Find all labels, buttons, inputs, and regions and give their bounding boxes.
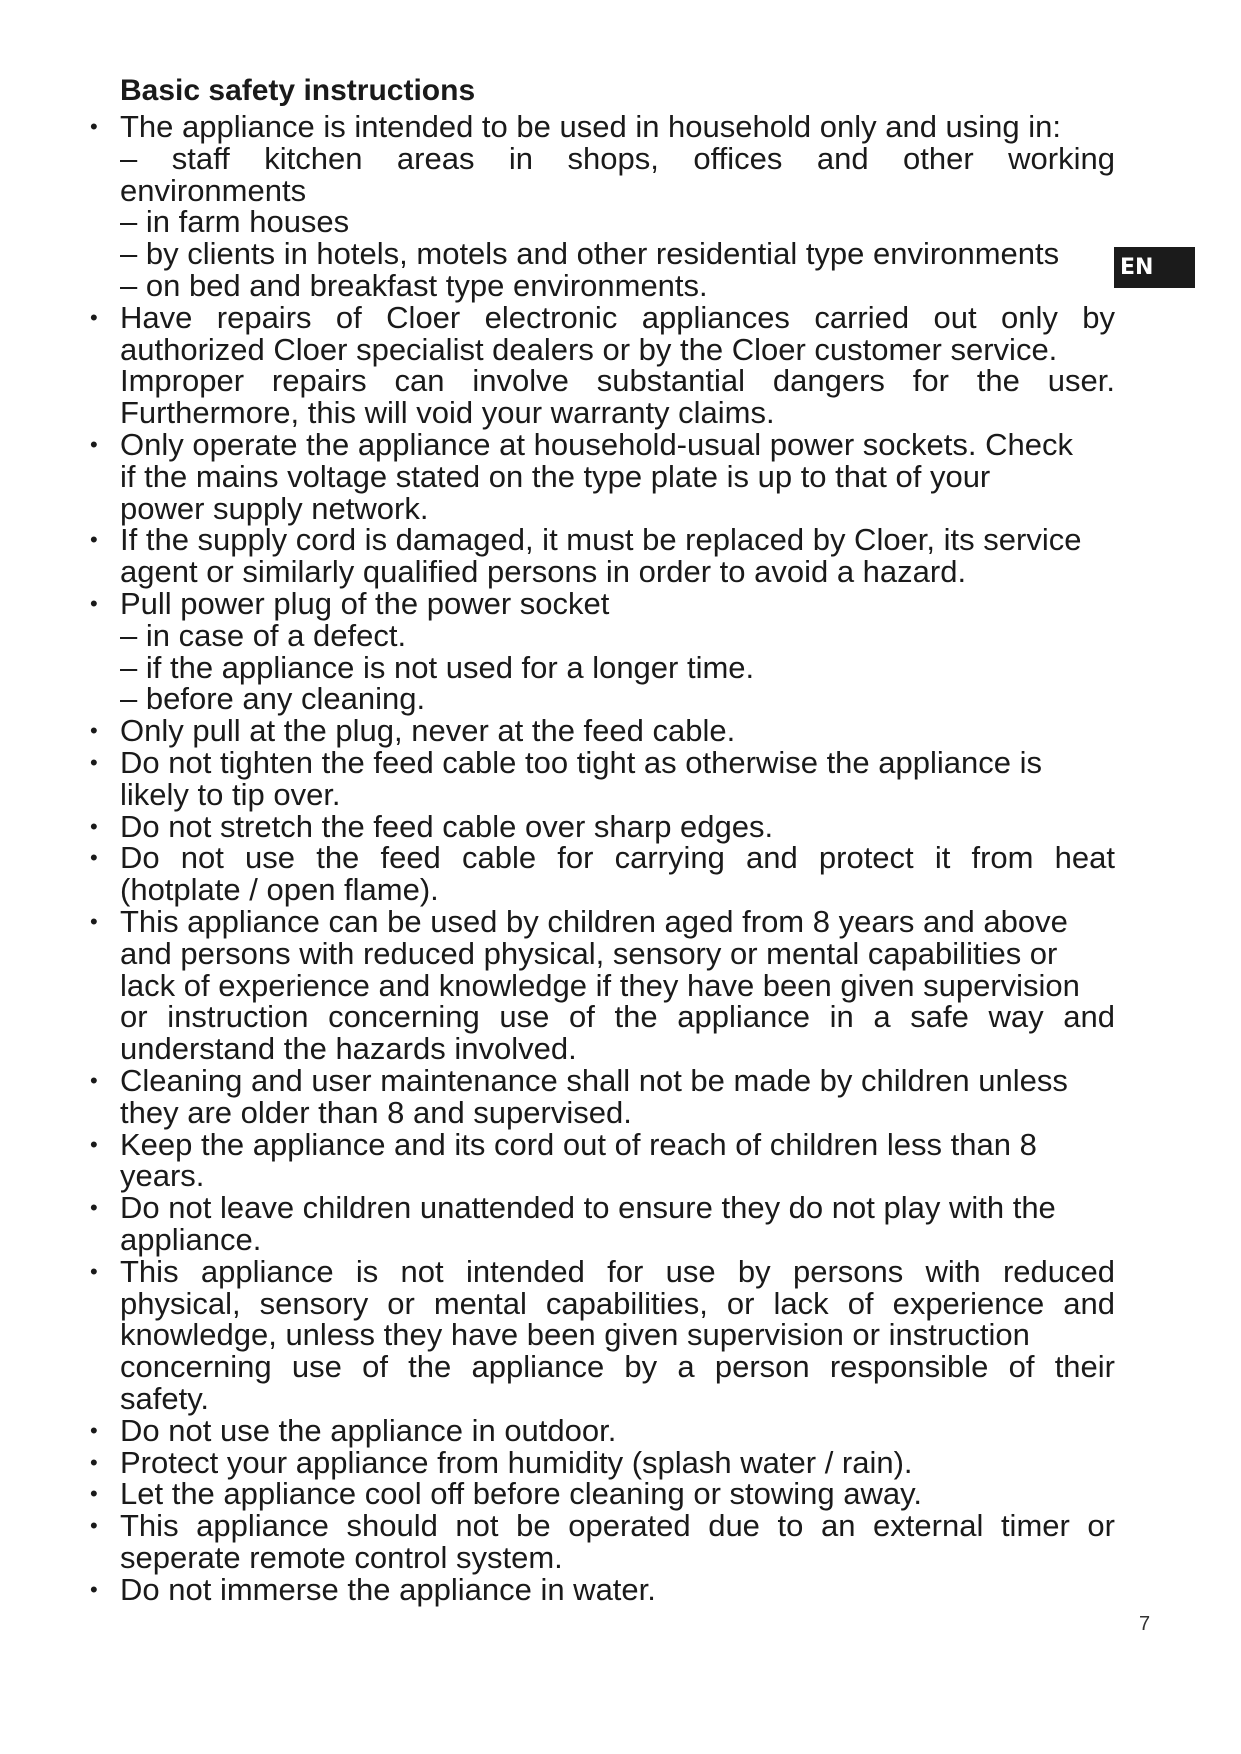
bullet-marker: • [90,1481,98,1507]
instruction-line: Do not leave children unattended to ensure they do not play with the [120,1190,1056,1226]
instruction-line: agent or similarly qualified persons in order to avoid a hazard. [120,554,967,590]
bullet-marker: • [90,432,98,457]
sub-item-line: – in case of a defect. [120,617,407,653]
instruction-line: This appliance can be used by children aged from 8 years and above [120,904,1068,939]
instruction-line: safety. [120,1381,210,1416]
bullet-marker: • [90,1195,98,1221]
instruction-line: If the supply cord is damaged, it must be replaced by Cloer, its service [120,522,1082,558]
instruction-line: if the mains voltage stated on the type plate is up to that of your [120,458,991,494]
instruction-line: or instruction concerning use of the appliance in a safe way and [120,999,1115,1035]
bullet-marker: • [90,1131,98,1157]
section-title: Basic safety instructions [120,74,476,107]
instruction-line: Only pull at the plug, never at the feed cable. [120,713,736,749]
instruction-line: appliance. [120,1222,262,1257]
sub-item-line: – if the appliance is not used for a longer time. [120,649,755,685]
instruction-line: seperate remote control system. [120,1540,563,1575]
bullet-marker: • [90,718,98,744]
instruction-line: Do not use the feed cable for carrying and protect it from heat [120,840,1115,876]
instruction-line: Do not use the appliance in outdoor. [120,1412,617,1448]
instruction-line: likely to tip over. [120,776,341,812]
sub-item-line: – on bed and breakfast type environments. [120,268,708,303]
instruction-line: Cleaning and user maintenance shall not be made by children unless [120,1063,1068,1098]
instruction-line: (hotplate / open flame). [120,872,439,908]
instruction-line: This appliance should not be operated due to an external timer or [120,1508,1115,1544]
bullet-marker: • [90,304,98,330]
sub-item-line: environments [120,172,307,208]
instruction-line: authorized Cloer specialist dealers or by the Cloer customer service. [120,331,1058,367]
sub-item-line: – before any cleaning. [120,681,426,717]
bullet-marker: • [90,114,98,139]
instruction-line: and persons with reduced physical, sensory or mental capabilities or [120,935,1058,971]
bullet-marker: • [90,1449,98,1475]
bullet-marker: • [90,591,98,616]
instruction-line: Improper repairs can involve substantial dangers for the user. [120,363,1115,399]
instruction-line: Do not tighten the feed cable too tight as otherwise the appliance is [120,745,1042,780]
bullet-marker: • [90,1068,98,1093]
instruction-line: physical, sensory or mental capabilities, or lack of experience and [120,1285,1115,1321]
instruction-line: Furthermore, this will void your warranty claims. [120,395,775,431]
bullet-marker: • [90,845,98,871]
instruction-line: power supply network. [120,490,429,526]
bullet-marker: • [90,1417,98,1443]
page-number: 7 [1139,1613,1151,1635]
instruction-line: they are older than 8 and supervised. [120,1094,632,1130]
sub-item-line: – in farm houses [120,204,350,240]
bullet-marker: • [90,750,98,775]
instruction-line: Let the appliance cool off before cleaning or stowing away. [120,1476,922,1512]
language-tab: EN [1114,247,1195,288]
bullet-marker: • [90,1258,98,1284]
sub-item-line: – staff kitchen areas in shops, offices and other working [120,140,1115,176]
instruction-line: Do not immerse the appliance in water. [120,1571,656,1607]
instruction-line: This appliance is not intended for use by persons with reduced [120,1253,1115,1289]
instruction-line: concerning use of the appliance by a person responsible of their [120,1349,1115,1385]
instruction-line: The appliance is intended to be used in household only and using in: [120,109,1062,144]
instruction-line: Do not stretch the feed cable over sharp edges. [120,808,774,844]
instruction-line: understand the hazards involved. [120,1031,577,1067]
instruction-line: lack of experience and knowledge if they have been given supervision [120,967,1080,1003]
instruction-line: Have repairs of Cloer electronic appliances carried out only by [120,299,1115,335]
instruction-line: Protect your appliance from humidity (splash water / rain). [120,1444,913,1480]
bullet-marker: • [90,909,98,934]
instruction-line: Only operate the appliance at household-usual power sockets. Check [120,427,1073,462]
bullet-marker: • [90,527,98,553]
bullet-marker: • [90,813,98,839]
instruction-line: years. [120,1158,205,1194]
bullet-marker: • [90,1576,98,1602]
sub-item-line: – by clients in hotels, motels and other residential type environments [120,236,1060,272]
instruction-line: knowledge, unless they have been given supervision or instruction [120,1317,1030,1353]
instruction-line: Keep the appliance and its cord out of reach of children less than 8 [120,1126,1037,1162]
bullet-marker: • [90,1513,98,1539]
instruction-line: Pull power plug of the power socket [120,586,610,621]
